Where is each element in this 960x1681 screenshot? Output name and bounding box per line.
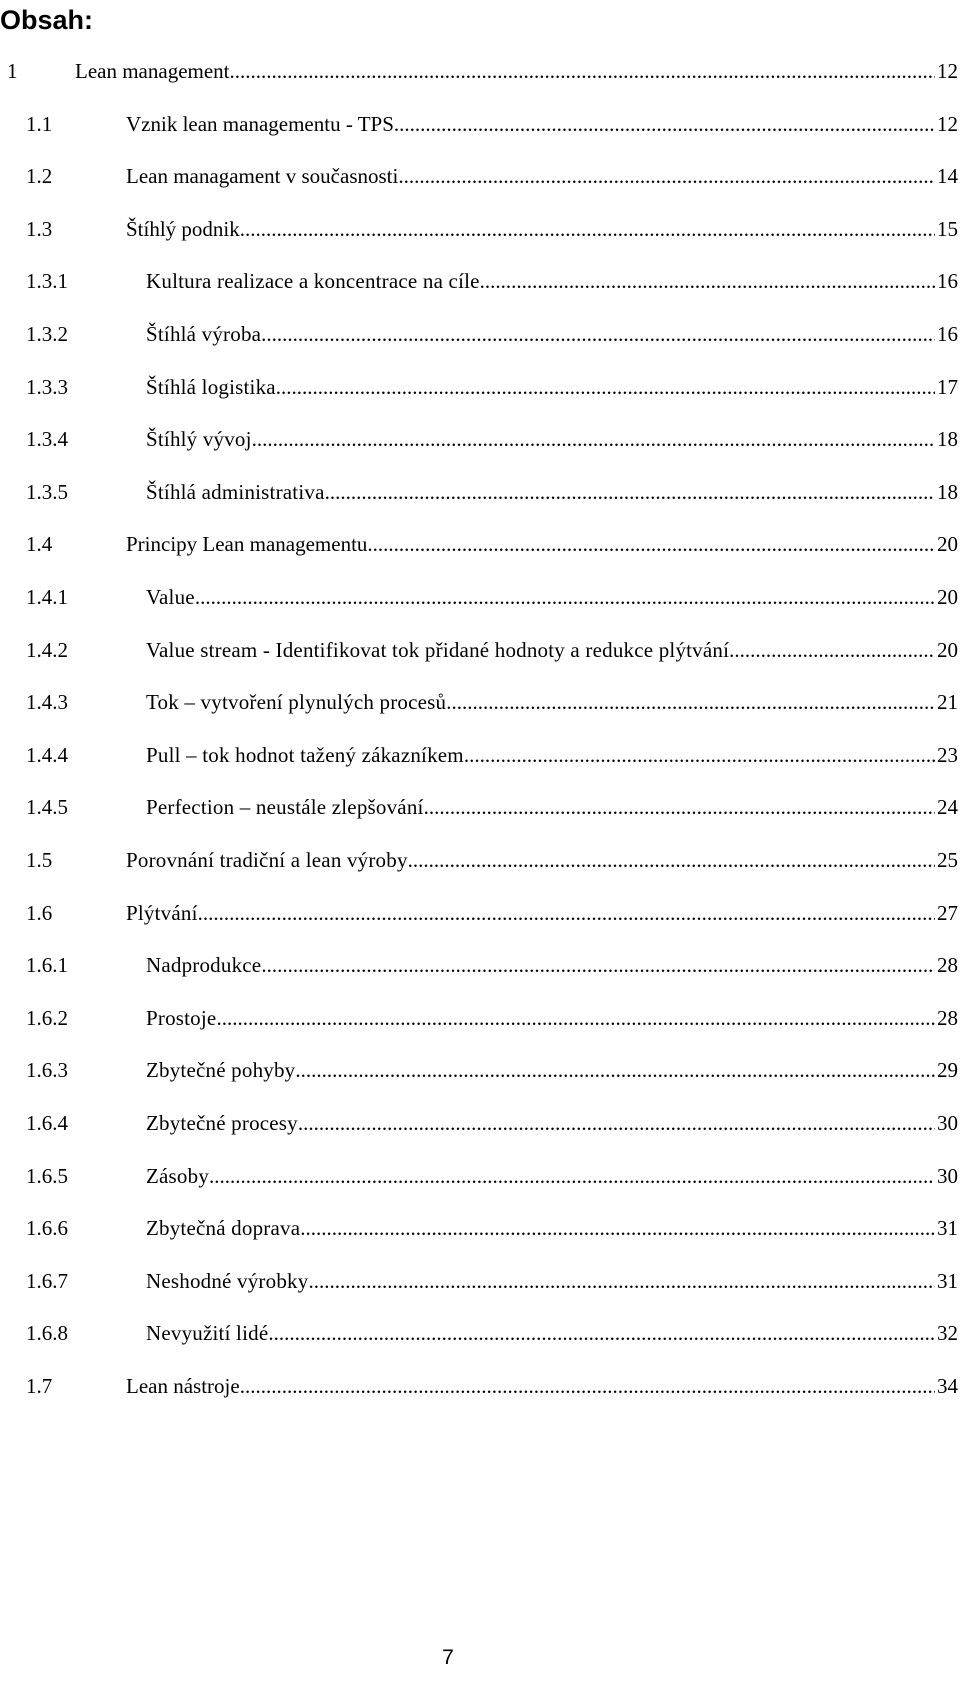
toc-entry-number: 1.4.1	[26, 585, 68, 609]
toc-entry-page: 28	[937, 1005, 958, 1030]
toc-entry[interactable]	[26, 1161, 958, 1191]
toc-entry-title: Tok – vytvoření plynulých procesů	[146, 690, 447, 715]
toc-entry-number: 1.6.6	[26, 1216, 68, 1241]
toc-entry[interactable]	[26, 792, 958, 822]
toc-entry-leader	[268, 1320, 935, 1346]
toc-entry-leader	[446, 689, 935, 715]
toc-entry-leader	[240, 216, 935, 242]
toc-entry[interactable]	[26, 214, 958, 244]
toc-entry-number: 1	[7, 59, 18, 83]
toc-entry[interactable]	[26, 266, 958, 296]
toc-entry-page: 12	[937, 111, 958, 136]
toc-entry-leader	[480, 268, 935, 294]
toc-entry[interactable]	[7, 56, 958, 86]
toc-entry-title: Value	[146, 585, 195, 609]
toc-entry-leader	[424, 794, 935, 820]
toc-entry-number: 1.6.2	[26, 1005, 68, 1030]
toc-entry-page: 21	[937, 690, 958, 715]
toc-entry-page: 28	[937, 953, 958, 978]
toc-entry[interactable]	[26, 898, 958, 928]
toc-entry[interactable]	[26, 109, 958, 139]
toc-entry-title: Pull – tok hodnot tažený zákazníkem	[146, 742, 464, 767]
toc-entry[interactable]	[26, 1266, 958, 1296]
toc-entry[interactable]	[26, 161, 958, 191]
toc-entry-title: Zbytečné pohyby	[146, 1058, 296, 1083]
toc-entry-leader	[240, 1373, 935, 1399]
toc-entry-leader	[325, 479, 935, 505]
toc-entry-page: 16	[937, 269, 958, 294]
toc-entry[interactable]	[26, 1108, 958, 1138]
toc-entry-title: Vznik lean managementu - TPS	[126, 111, 394, 136]
toc-entry-title: Nevyužití lidé	[146, 1321, 269, 1346]
toc-entry-number: 1.2	[26, 164, 53, 189]
toc-entry-number: 1.6.4	[26, 1111, 68, 1135]
toc-entry-title: Zbytečné procesy	[146, 1111, 298, 1135]
toc-entry-page: 20	[937, 585, 958, 609]
toc-entry-title: Štíhlá výroba	[146, 322, 262, 346]
toc-entry-title: Kultura realizace a koncentrace na cíle	[146, 269, 480, 294]
toc-entry-title: Prostoje	[146, 1005, 217, 1030]
toc-entry[interactable]	[26, 372, 958, 402]
toc-entry-page: 23	[937, 742, 958, 767]
toc-entry-page: 29	[937, 1058, 958, 1083]
toc-entry-leader	[308, 1268, 935, 1294]
toc-entry-title: Plýtvání	[126, 900, 198, 925]
toc-entry[interactable]	[26, 740, 958, 770]
toc-entry[interactable]	[26, 1213, 958, 1243]
toc-heading: Obsah:	[0, 5, 94, 35]
toc-entry-page: 15	[937, 216, 958, 241]
toc-entry-number: 1.6.5	[26, 1163, 68, 1188]
toc-entry[interactable]	[26, 477, 958, 507]
toc-entry[interactable]	[26, 687, 958, 717]
toc-entry-leader	[252, 426, 935, 452]
toc-entry-leader	[195, 584, 935, 610]
toc-entry[interactable]	[26, 1318, 958, 1348]
toc-entry-leader	[464, 742, 935, 768]
toc-entry-page: 18	[937, 427, 958, 452]
toc-entry-title: Neshodné výrobky	[146, 1268, 309, 1293]
toc-entry-title: Zásoby	[146, 1163, 210, 1188]
toc-entry-leader	[408, 847, 935, 873]
toc-entry-number: 1.4.3	[26, 690, 68, 715]
toc-entry-page: 34	[937, 1374, 958, 1398]
toc-entry-number: 1.3.2	[26, 322, 68, 346]
toc-entry-leader	[198, 900, 935, 926]
toc-entry-title: Štíhlý vývoj	[146, 427, 252, 452]
toc-entry-title: Lean management	[75, 59, 230, 83]
toc-entry-number: 1.4.5	[26, 795, 68, 820]
toc-entry[interactable]	[26, 950, 958, 980]
toc-entry-title: Porovnání tradiční a lean výroby	[126, 848, 408, 872]
toc-entry-number: 1.1	[26, 111, 53, 136]
toc-entry-page: 32	[937, 1321, 958, 1346]
toc-entry-title: Štíhlá administrativa	[146, 479, 325, 504]
toc-entry-number: 1.4.4	[26, 742, 68, 767]
toc-entry[interactable]	[26, 424, 958, 454]
toc-entry[interactable]	[26, 582, 958, 612]
toc-entry-number: 1.3.4	[26, 427, 68, 452]
toc-entry[interactable]	[26, 1055, 958, 1085]
toc-entry-number: 1.6.3	[26, 1058, 68, 1083]
toc-entry-leader	[261, 321, 935, 347]
toc-entry-leader	[295, 1057, 935, 1083]
toc-entry[interactable]	[26, 845, 958, 875]
toc-entry-page: 30	[937, 1111, 958, 1135]
toc-entry-page: 20	[937, 637, 958, 662]
toc-entry-leader	[729, 637, 935, 663]
toc-entry-leader	[216, 1005, 935, 1031]
toc-entry[interactable]	[26, 635, 958, 665]
toc-entry-number: 1.6.8	[26, 1321, 68, 1346]
toc-entry-number: 1.6	[26, 900, 53, 925]
toc-entry-page: 30	[937, 1163, 958, 1188]
toc-entry-number: 1.3.3	[26, 374, 68, 399]
toc-entry-leader	[394, 111, 935, 137]
toc-entry-title: Lean nástroje	[126, 1374, 240, 1398]
toc-entry-page: 12	[937, 59, 958, 83]
toc-entry-page: 17	[937, 374, 958, 399]
toc-entry[interactable]	[26, 319, 958, 349]
toc-entry-number: 1.4.2	[26, 637, 68, 662]
page-number: 7	[442, 1646, 454, 1669]
toc-entry-title: Value stream - Identifikovat tok přidané hodnoty a redukce plýtvání	[146, 637, 730, 662]
toc-entry-number: 1.5	[26, 848, 53, 872]
toc-entry-page: 31	[937, 1216, 958, 1241]
toc-entry-leader	[209, 1163, 935, 1189]
toc-entry-number: 1.3.1	[26, 269, 68, 294]
toc-entry-title: Perfection – neustále zlepšování	[146, 795, 424, 820]
toc-entry-leader	[298, 1110, 935, 1136]
toc-entry-leader	[398, 163, 935, 189]
toc-entry-page: 27	[937, 900, 958, 925]
toc-entry-number: 1.6.1	[26, 953, 68, 978]
toc-entry[interactable]	[26, 1003, 958, 1033]
toc-entry-title: Štíhlý podnik	[126, 216, 240, 241]
toc-entry-leader	[261, 952, 935, 978]
toc-entry-number: 1.3.5	[26, 479, 68, 504]
toc-entry-title: Zbytečná doprava	[146, 1216, 301, 1241]
toc-entry-page: 16	[937, 322, 958, 346]
toc-entry[interactable]	[26, 529, 958, 559]
toc-entry-leader	[230, 58, 935, 84]
toc-entry-title: Lean managament v současnosti	[126, 164, 399, 189]
toc-entry-number: 1.4	[26, 532, 53, 557]
toc-entry-leader	[367, 531, 935, 557]
toc-entry-number: 1.7	[26, 1374, 53, 1398]
toc-entry[interactable]	[26, 1371, 958, 1401]
toc-entry-number: 1.6.7	[26, 1268, 68, 1293]
toc-entry-page: 24	[937, 795, 958, 820]
toc-entry-leader	[276, 374, 935, 400]
toc-entry-page: 18	[937, 479, 958, 504]
toc-entry-title: Štíhlá logistika	[146, 374, 276, 399]
toc-entry-number: 1.3	[26, 216, 53, 241]
toc-entry-page: 31	[937, 1268, 958, 1293]
toc-entry-title: Nadprodukce	[146, 953, 262, 978]
toc-entry-title: Principy Lean managementu	[126, 532, 368, 557]
toc-entry-leader	[300, 1215, 935, 1241]
toc-entry-page: 25	[937, 848, 958, 872]
toc-entry-page: 14	[937, 164, 958, 189]
toc-entry-page: 20	[937, 532, 958, 557]
